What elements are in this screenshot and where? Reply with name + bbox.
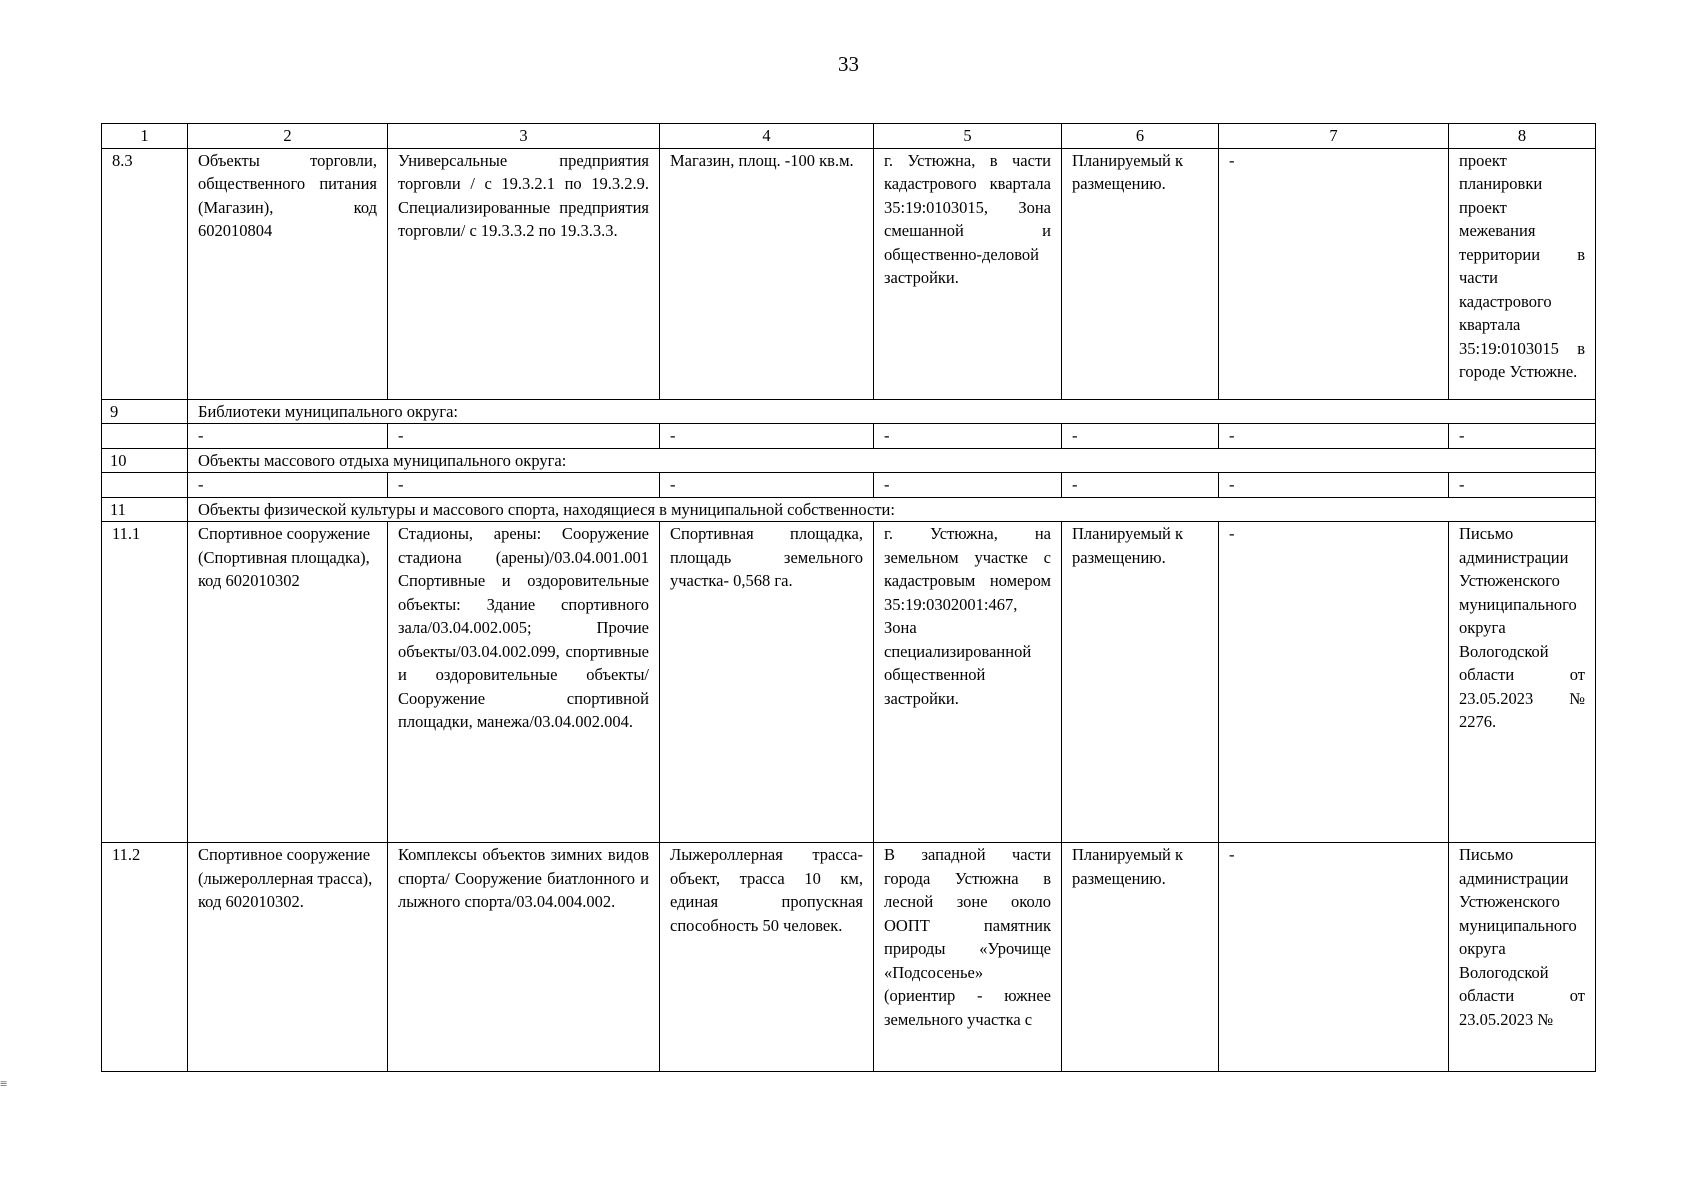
dash-cell: - xyxy=(1062,424,1219,449)
section-number: 11 xyxy=(102,497,188,522)
empty-row xyxy=(102,473,1596,498)
section-title: Библиотеки муниципального округа: xyxy=(188,399,1596,424)
empty-cell xyxy=(102,473,188,498)
object-name: Спортивное сооружение (Спортивная площадка), код 602010302 xyxy=(188,522,388,843)
column-header: 4 xyxy=(660,124,874,149)
table-row xyxy=(102,522,1596,843)
row-number: 8.3 xyxy=(102,148,188,399)
section-row xyxy=(102,497,1596,522)
dash-cell: - xyxy=(188,424,388,449)
object-location: г. Устюжна, в части кадастрового квартала 35:19:0103015, Зона смешанной и общественно-деловой застройки. xyxy=(874,148,1062,399)
scan-margin-mark: ≡ xyxy=(0,1076,8,1091)
column-header: 5 xyxy=(874,124,1062,149)
objects-table xyxy=(101,123,1596,1072)
object-location: г. Устюжна, на земельном участке с кадастровым номером 35:19:0302001:467, Зона специализированной общественной застройки. xyxy=(874,522,1062,843)
object-basis: Письмо администрации Устюженского муниципального округа Вологодской области от 23.05.2023 № xyxy=(1449,843,1596,1072)
empty-row xyxy=(102,424,1596,449)
row-number: 11.2 xyxy=(102,843,188,1072)
column-number-row xyxy=(102,124,1596,149)
table-row xyxy=(102,148,1596,399)
section-title: Объекты физической культуры и массового спорта, находящиеся в муниципальной собственности: xyxy=(188,497,1596,522)
object-name: Объекты торговли, общественного питания (Магазин), код 602010804 xyxy=(188,148,388,399)
column-header: 7 xyxy=(1219,124,1449,149)
object-type: Стадионы, арены: Сооружение стадиона (арены)/03.04.001.001 Спортивные и оздоровительные объекты: Здание спортивного зала/03.04.002.005; Прочие объекты/03.04.002.099, спортивные и оздоровительные объекты/ Сооружение спортивной площадки, манежа/03.04.002.004. xyxy=(388,522,660,843)
object-type: Комплексы объектов зимних видов спорта/ Сооружение биатлонного и лыжного спорта/03.04.004.002. xyxy=(388,843,660,1072)
column-header: 3 xyxy=(388,124,660,149)
object-basis: проект планировки проект межевания территории в части кадастрового квартала 35:19:0103015 в городе Устюжне. xyxy=(1449,148,1596,399)
object-name: Спортивное сооружение (лыжероллерная трасса), код 602010302. xyxy=(188,843,388,1072)
object-location: В западной части города Устюжна в лесной зоне около ООПТ памятник природы «Урочище «Подсосенье» (ориентир - южнее земельного участка с xyxy=(874,843,1062,1072)
column-header: 8 xyxy=(1449,124,1596,149)
object-note: - xyxy=(1219,843,1449,1072)
section-row xyxy=(102,399,1596,424)
empty-cell xyxy=(102,424,188,449)
dash-cell: - xyxy=(1449,424,1596,449)
dash-cell: - xyxy=(388,424,660,449)
object-characteristics: Лыжероллерная трасса-объект, трасса 10 км, единая пропускная способность 50 человек. xyxy=(660,843,874,1072)
column-header: 1 xyxy=(102,124,188,149)
table-row xyxy=(102,843,1596,1072)
row-number: 11.1 xyxy=(102,522,188,843)
section-row xyxy=(102,448,1596,473)
dash-cell: - xyxy=(1062,473,1219,498)
dash-cell: - xyxy=(660,473,874,498)
object-characteristics: Магазин, площ. -100 кв.м. xyxy=(660,148,874,399)
dash-cell: - xyxy=(1219,473,1449,498)
object-status: Планируемый к размещению. xyxy=(1062,522,1219,843)
dash-cell: - xyxy=(1219,424,1449,449)
object-note: - xyxy=(1219,148,1449,399)
dash-cell: - xyxy=(388,473,660,498)
object-status: Планируемый к размещению. xyxy=(1062,843,1219,1072)
object-type: Универсальные предприятия торговли / с 19.3.2.1 по 19.3.2.9. Специализированные предприятия торговли/ с 19.3.3.2 по 19.3.3.3. xyxy=(388,148,660,399)
section-title: Объекты массового отдыха муниципального округа: xyxy=(188,448,1596,473)
object-status: Планируемый к размещению. xyxy=(1062,148,1219,399)
section-number: 10 xyxy=(102,448,188,473)
object-basis: Письмо администрации Устюженского муниципального округа Вологодской области от 23.05.2023 № 2276. xyxy=(1449,522,1596,843)
object-characteristics: Спортивная площадка, площадь земельного участка- 0,568 га. xyxy=(660,522,874,843)
dash-cell: - xyxy=(874,424,1062,449)
column-header: 6 xyxy=(1062,124,1219,149)
dash-cell: - xyxy=(660,424,874,449)
column-header: 2 xyxy=(188,124,388,149)
object-note: - xyxy=(1219,522,1449,843)
dash-cell: - xyxy=(874,473,1062,498)
dash-cell: - xyxy=(188,473,388,498)
dash-cell: - xyxy=(1449,473,1596,498)
section-number: 9 xyxy=(102,399,188,424)
page-number: 33 xyxy=(838,52,859,76)
